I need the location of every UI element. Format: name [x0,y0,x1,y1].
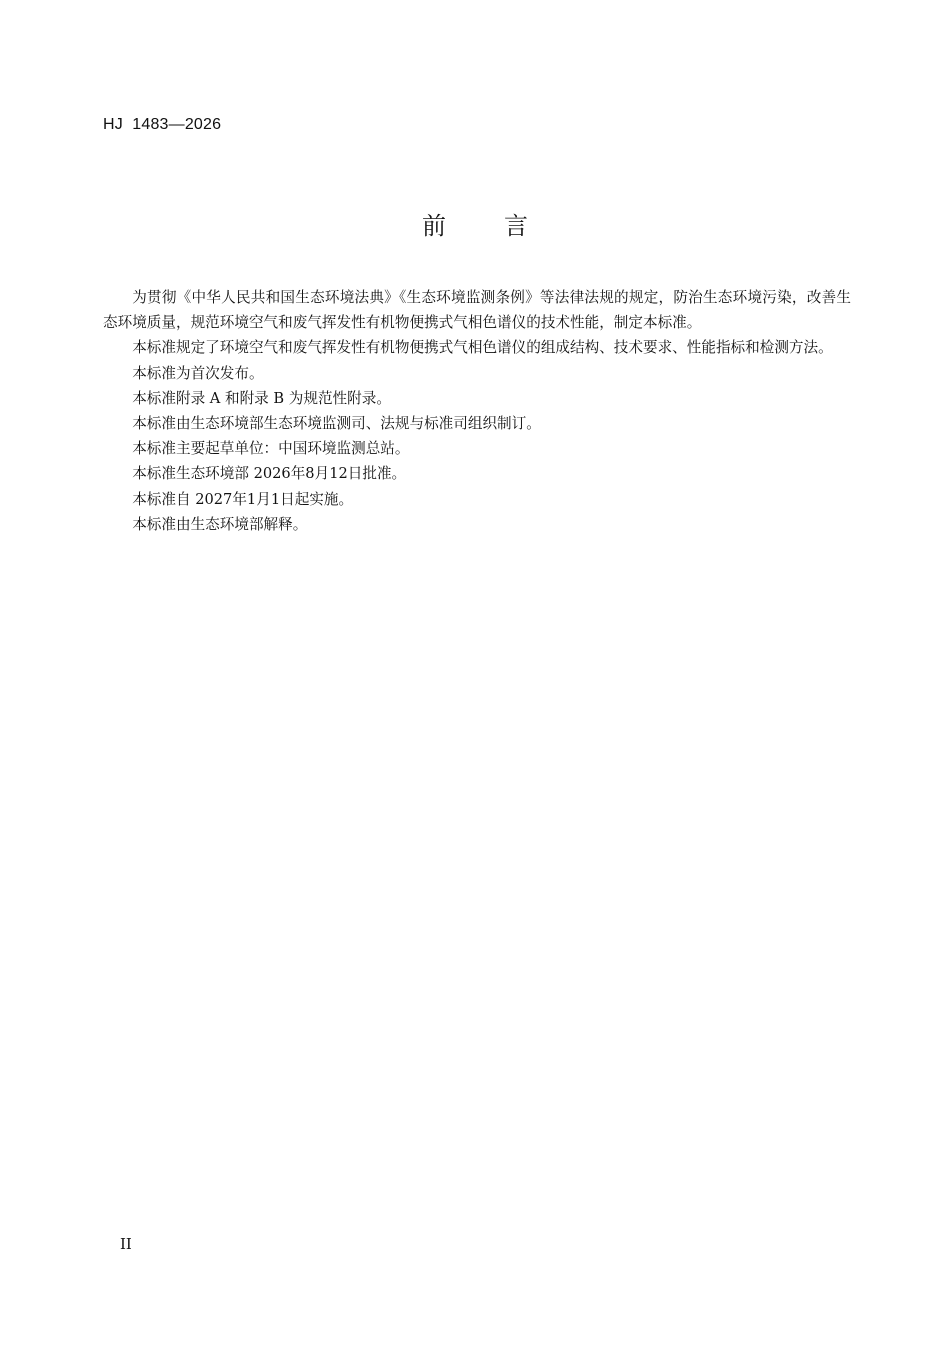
paragraph-scope: 本标准规定了环境空气和废气挥发性有机物便携式气相色谱仪的组成结构、技术要求、性能指标和检测方法。 [132,339,833,357]
title-char-1: 前 [422,212,446,240]
standard-code: HJ 1483—2026 [103,116,222,133]
paragraph-purpose: 为贯彻《中华人民共和国生态环境法典》《生态环境监测条例》等法律法规的规定，防治生态环境污染，改善生态环境质量，规范环境空气和废气挥发性有机物便携式气相色谱仪的技术性能，制定本标准。 [103,289,851,332]
paragraph-drafter: 本标准主要起草单位：中国环境监测总站。 [132,440,410,458]
paragraph-effective: 本标准自 2027年1月1日起实施。 [132,490,354,508]
title-char-2: 言 [504,212,528,240]
paragraph-interpretation: 本标准由生态环境部解释。 [132,515,308,533]
paragraph-appendix: 本标准附录 A 和附录 B 为规范性附录。 [132,389,391,407]
page-number: II [120,1235,132,1253]
paragraph-approval: 本标准生态环境部 2026年8月12日批准。 [132,465,407,483]
paragraph-organizer: 本标准由生态环境部生态环境监测司、法规与标准司组织制订。 [132,415,541,433]
page-title [0,206,950,241]
foreword-body [103,285,851,537]
paragraph-first-release: 本标准为首次发布。 [132,364,264,382]
